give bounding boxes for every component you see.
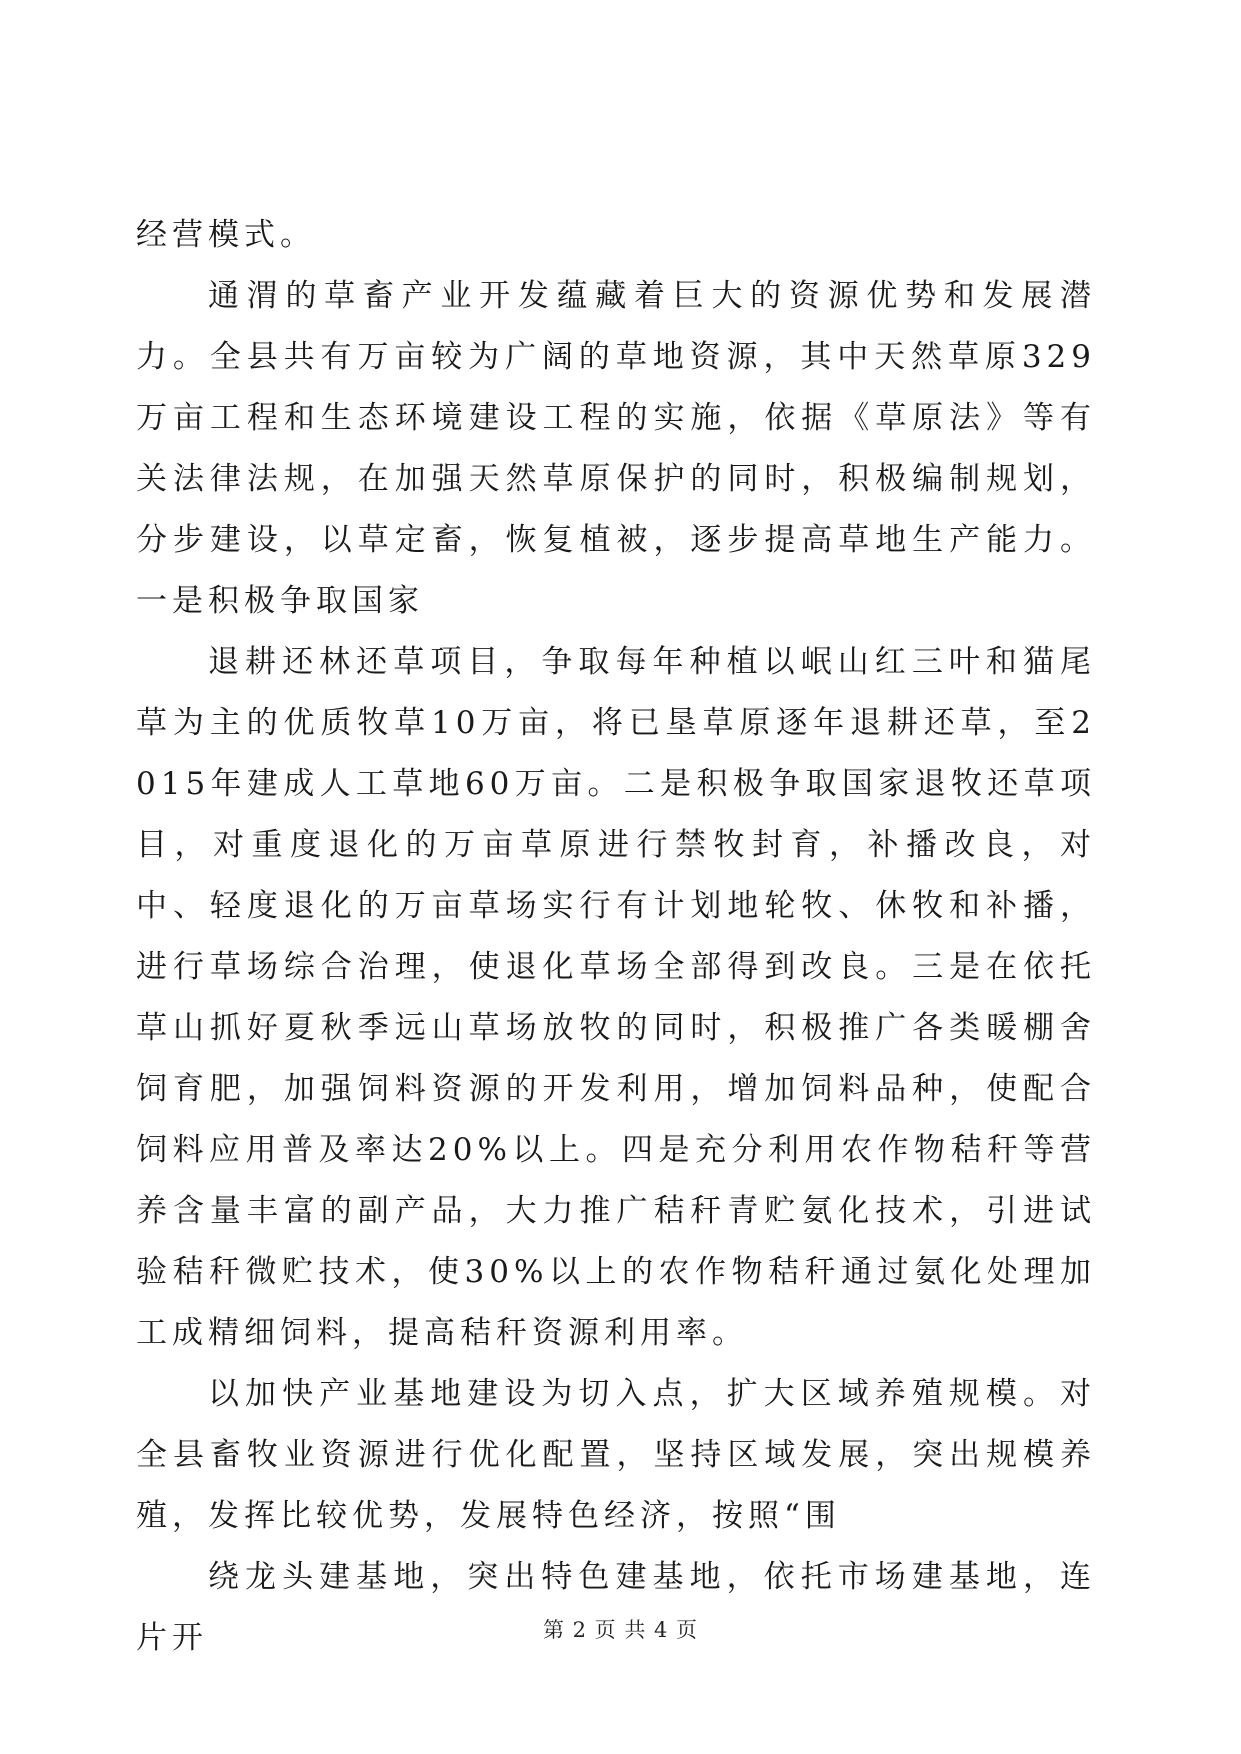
paragraph-1: 经营模式。 [136,217,316,253]
paragraph-3: 退耕还林还草项目，争取每年种植以岷山红三叶和猫尾草为主的优质牧草10万亩，将已垦草原逐年退耕还草，至2015年建成人工草地60万亩。二是积极争取国家退牧还草项目，对重度退化的万亩草原进行禁牧封育，补播改良，对中、轻度退化的万亩草场实行有计划地轮牧、休牧和补播，进行草场综合治理，使退化草场全部得到改良。三是在依托草山抓好夏秋季远山草场放牧的同时，积极推广各类暖棚舍饲育肥，加强饲料资源的开发利用，增加饲料品种，使配合饲料应用普及率达20%以上。四是充分利用农作物秸秆等营养含量丰富的副产品，大力推广秸秆青贮氨化技术，引进试验秸秆微贮技术，使30%以上的农作物秸秆通过氨化处理加工成精细饲料，提高秸秆资源利用率。 [136,644,1096,1351]
page-number-footer: 第 2 页 共 4 页 [542,1618,699,1642]
paragraph-2: 通渭的草畜产业开发蕴藏着巨大的资源优势和发展潜力。全县共有万亩较为广阔的草地资源，其中天然草原329万亩工程和生态环境建设工程的实施，依据《草原法》等有关法律法规，在加强天然草原保护的同时，积极编制规划，分步建设，以草定畜，恢复植被，逐步提高草地生产能力。一是积极争取国家 [136,278,1096,619]
document-body [136,205,1096,1669]
paragraph-4: 以加快产业基地建设为切入点，扩大区域养殖规模。对全县畜牧业资源进行优化配置，坚持区域发展，突出规模养殖，发挥比较优势，发展特色经济，按照“围 [136,1376,1096,1534]
paragraph-5: 绕龙头建基地，突出特色建基地，依托市场建基地，连片开 [136,1559,1096,1656]
